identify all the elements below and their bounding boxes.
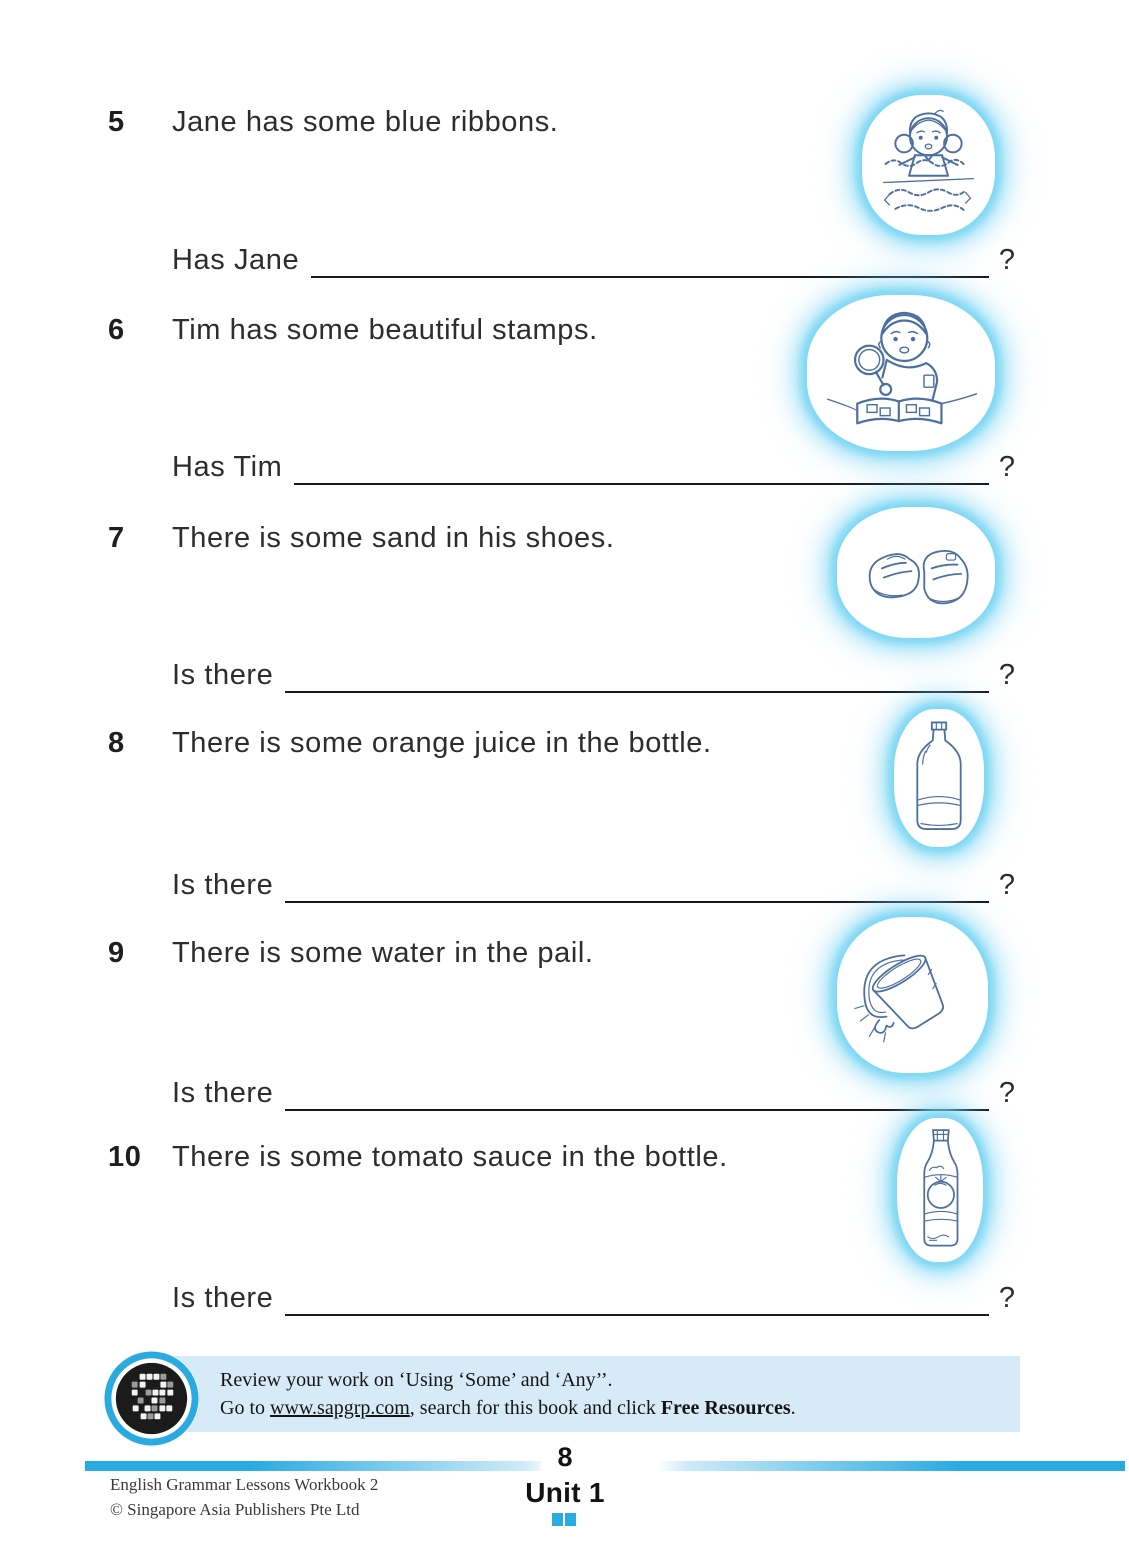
question-mark: ? <box>998 869 1015 901</box>
unit-label: Unit 1 <box>525 1477 605 1508</box>
bottle-icon <box>902 717 976 839</box>
prompt-text: Is there <box>172 659 274 691</box>
answer-blank[interactable] <box>285 1077 989 1111</box>
item-sentence: Jane has some blue ribbons. <box>172 106 559 138</box>
question-mark: ? <box>998 1077 1015 1109</box>
prompt-text: Has Tim <box>172 451 283 483</box>
pail-pouring-water-icon <box>845 925 980 1065</box>
boy-with-magnifying-glass-icon <box>815 303 987 443</box>
answer-row <box>172 659 1015 701</box>
question-mark: ? <box>998 659 1015 691</box>
item-number: 9 <box>108 937 125 969</box>
prompt-text: Is there <box>172 1077 274 1109</box>
sapgrp-link[interactable]: www.sapgrp.com <box>270 1397 410 1419</box>
answer-row <box>172 869 1015 911</box>
item-number: 7 <box>108 522 125 554</box>
answer-row <box>172 451 1015 493</box>
answer-row <box>172 1077 1015 1119</box>
answer-blank[interactable] <box>285 659 989 693</box>
crossword-badge-icon <box>102 1349 201 1448</box>
girl-with-ribbons-icon <box>870 103 987 227</box>
question-mark: ? <box>998 451 1015 483</box>
boy-with-stamps-illustration <box>815 303 987 443</box>
item-number: 8 <box>108 727 125 759</box>
item-sentence: There is some water in the pail. <box>172 937 594 969</box>
item-number: 5 <box>108 106 125 138</box>
tomato-sauce-bottle-icon <box>905 1126 975 1254</box>
answer-blank[interactable] <box>285 1282 989 1316</box>
imprint <box>110 1472 378 1522</box>
review-line1: Review your work on ‘Using ‘Some’ and ‘Any’’. <box>220 1369 613 1391</box>
pair-of-shoes-icon <box>845 515 987 630</box>
item-sentence: There is some tomato sauce in the bottle. <box>172 1141 728 1173</box>
review-line2: Go to www.sapgrp.com, search for this book and click Free Resources. <box>220 1397 796 1419</box>
prompt-text: Is there <box>172 1282 274 1314</box>
answer-blank[interactable] <box>294 451 988 485</box>
copyright: © Singapore Asia Publishers Pte Ltd <box>110 1500 360 1519</box>
free-resources-label: Free Resources <box>660 1397 791 1419</box>
prompt-text: Has Jane <box>172 244 300 276</box>
shoes-illustration <box>845 515 987 630</box>
pail-illustration <box>845 925 980 1065</box>
juice-bottle-illustration <box>902 717 976 839</box>
item-sentence: There is some orange juice in the bottle. <box>172 727 712 759</box>
unit-marker-squares-icon <box>552 1513 578 1526</box>
item-sentence: Tim has some beautiful stamps. <box>172 314 598 346</box>
question-mark: ? <box>998 1282 1015 1314</box>
girl-with-ribbons-illustration <box>870 103 987 227</box>
tomato-sauce-bottle-illustration <box>905 1126 975 1254</box>
answer-blank[interactable] <box>311 244 989 278</box>
page-number: 8 <box>515 1442 615 1473</box>
review-callout <box>148 1356 1020 1432</box>
question-mark: ? <box>998 244 1015 276</box>
item-number: 10 <box>108 1141 142 1173</box>
item-sentence: There is some sand in his shoes. <box>172 522 615 554</box>
answer-row <box>172 244 1015 286</box>
prompt-text: Is there <box>172 869 274 901</box>
answer-row <box>172 1282 1015 1324</box>
item-number: 6 <box>108 314 125 346</box>
answer-blank[interactable] <box>285 869 989 903</box>
book-title: English Grammar Lessons Workbook 2 <box>110 1475 379 1494</box>
